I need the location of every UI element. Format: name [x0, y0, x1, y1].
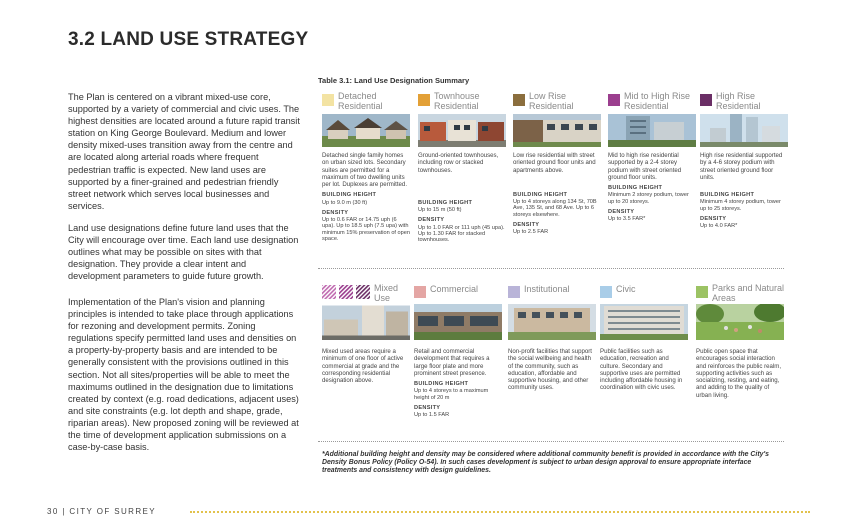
density-value: Up to 4.0 FAR*: [700, 223, 738, 230]
density-bonus-footnote: *Additional building height and density may be considered where additional community benefit is provided in accordance with the City's Density Bonus Policy (Policy O-54). In such cases development is subject to urban design approval to ensure appropriate interface treatments and consistency with design guidelines.: [322, 451, 769, 475]
institutional-swatch: [508, 286, 520, 298]
designation-description: Low rise residential with street oriented ground floor units and apartments above.: [513, 152, 596, 174]
density-value: Up to 0.6 FAR or 14.75 uph (6 upa). Up to 18.5 uph (7.5 upa) with minimum 15% preservation of open space.: [322, 217, 410, 242]
designation-name: Low Rise Residential: [529, 91, 574, 111]
commercial-swatch: [414, 286, 426, 298]
low-rise-swatch: [513, 94, 525, 106]
building-height-value: Minimum 2 storey podium, tower up to 20 storeys.: [608, 192, 689, 205]
page-title: 3.2 LAND USE STRATEGY: [68, 29, 309, 50]
designation-description: Mixed used areas require a minimum of one floor of active commercial at grade and the corresponding residential designation above.: [322, 348, 404, 385]
designation-description: High rise residential supported by a 4-6 storey podium with street oriented ground floor units.: [700, 152, 783, 181]
townhouse-swatch: [418, 94, 430, 106]
building-height-value: Up to 4 storeys along 134 St, 70B Ave, 135 St, and 68 Ave. Up to 6 storeys elsewhere.: [513, 199, 597, 218]
designation-high-rise-residential: [700, 91, 792, 230]
designation-description: Retail and commercial development that requires a large floor plate and more prominent street presence.: [414, 348, 490, 377]
designation-name: Mid to High Rise Residential: [624, 91, 691, 111]
designation-commercial: [414, 284, 506, 419]
building-height-label: BUILDING HEIGHT: [700, 192, 755, 199]
density-value: Up to 2.5 FAR: [513, 229, 549, 236]
low-rise-photo: [513, 114, 601, 147]
designation-civic: [600, 284, 692, 392]
detached-swatch: [322, 94, 334, 106]
building-height-value: Up to 9.0 m (30 ft): [322, 199, 368, 206]
designation-mixed-use: [322, 283, 414, 385]
building-height-value: Up to 4 storeys to a maximum height of 20 m: [414, 388, 489, 401]
density-value: Up to 3.5 FAR*: [608, 216, 646, 223]
designation-name: Commercial: [430, 284, 479, 294]
designation-name: Civic: [616, 284, 636, 294]
designation-name: Detached Residential: [338, 91, 383, 111]
designation-parks-natural-areas: [696, 283, 788, 399]
institutional-photo: [508, 304, 596, 340]
designation-description: Public facilities such as education, recreation and culture. Secondary and supportive uses are permitted including affordable housing in coordination with civic uses.: [600, 348, 683, 392]
implementation-paragraph: Implementation of the Plan's vision and planning principles is intended to take place through applications for rezoning and development permits. Zoning regulations specify permitted land uses and densities on a property-by-property basis and are intended to be generally consistent with the provisions outlined in this section. Not all sites/properties will be able to meet the maximums outlined in the designation due to limitations created by context (e.g. road dedications, adjacent uses) and site constraints (e.g. lot depth and shape, grade, riparian areas). New proposed zoning will be reviewed at the time of development application submissions on a case-by-case basis.: [68, 297, 299, 453]
designation-name: Institutional: [524, 284, 570, 294]
row-divider: [318, 268, 784, 269]
mid-high-rise-photo: [608, 114, 696, 147]
density-label: DENSITY: [418, 217, 445, 224]
density-label: DENSITY: [513, 221, 540, 228]
parks-photo: [696, 304, 784, 340]
footnote-divider: [318, 441, 784, 442]
density-label: DENSITY: [700, 215, 727, 222]
designation-institutional: [508, 284, 600, 392]
mixed-use-photo: [322, 304, 410, 340]
building-height-value: Minimum 4 storey podium, tower up to 25 storeys.: [700, 199, 781, 212]
designation-townhouse-residential: [418, 91, 510, 244]
high-rise-photo: [700, 114, 788, 147]
building-height-value: Up to 15 m (50 ft): [418, 207, 462, 214]
mid-high-rise-swatch: [608, 94, 620, 106]
designation-description: Ground-oriented townhouses, including row or stacked townhouses.: [418, 152, 499, 174]
designation-detached-residential: [322, 91, 414, 242]
designation-low-rise-residential: [513, 91, 605, 236]
table-title: Table 3.1: Land Use Designation Summary: [318, 76, 470, 85]
townhouses-photo: [418, 114, 506, 147]
footer-dotted-rule: [190, 511, 810, 513]
designation-name: Parks and Natural Areas: [712, 283, 785, 303]
designation-name: Townhouse Residential: [434, 91, 480, 111]
designation-name: Mixed Use: [374, 283, 399, 303]
designation-description: Public open space that encourages social interaction and reinforces the public realm, supporting activities such as socializing, resting, and eating, and adding to the quality of urban living.: [696, 348, 782, 399]
designation-mid-high-rise-residential: [608, 91, 700, 223]
page-footer: 30 | CITY OF SURREY: [47, 507, 156, 516]
density-value: Up to 1.0 FAR or 111 uph (45 upa). Up to 1.30 FAR for stacked townhouses.: [418, 224, 505, 244]
designation-description: Mid to high rise residential supported by a 2-4 storey podium with street oriented ground floor units.: [608, 152, 682, 181]
civic-photo: [600, 304, 688, 340]
designation-description: Detached single family homes on urban sized lots. Secondary suites are permitted for a maximum of two dwelling units per lot. Duplexes are permitted.: [322, 152, 408, 189]
intro-paragraph: The Plan is centered on a vibrant mixed-use core, supported by a variety of commercial and civic uses. The highest densities are located around a future rapid transit station on King George Boulevard. Medium and lower density mixed-uses transition away from the centre and are located along arterial roads where frequent pedestrian traffic is expected. New land uses are supported by a finer-grained and pedestrian friendly street network which serves local businesses and services.: [68, 92, 300, 211]
building-height-label: BUILDING HEIGHT: [513, 191, 568, 198]
high-rise-swatch: [700, 94, 712, 106]
building-height-label: BUILDING HEIGHT: [322, 192, 377, 199]
parks-swatch: [696, 286, 708, 298]
designation-description: Non-profit facilities that support the social wellbeing and health of the community, such as education, affordable and supportive housing, and other community uses.: [508, 348, 592, 392]
building-height-label: BUILDING HEIGHT: [608, 185, 663, 192]
designation-name: High Rise Residential: [716, 91, 761, 111]
building-height-label: BUILDING HEIGHT: [418, 199, 473, 206]
density-label: DENSITY: [414, 404, 441, 411]
mixed-use-swatches: [322, 284, 372, 300]
density-label: DENSITY: [322, 209, 349, 216]
density-label: DENSITY: [608, 208, 635, 215]
designations-paragraph: Land use designations define future land uses that the City will encourage over time. Each land use designation outlines what may be possible on sites with that designation. They provide a clear intent and development parameters to guide future growth.: [68, 223, 299, 282]
detached-homes-photo: [322, 114, 410, 147]
civic-swatch: [600, 286, 612, 298]
density-value: Up to 1.5 FAR: [414, 412, 450, 419]
building-height-label: BUILDING HEIGHT: [414, 381, 469, 388]
commercial-photo: [414, 304, 502, 340]
